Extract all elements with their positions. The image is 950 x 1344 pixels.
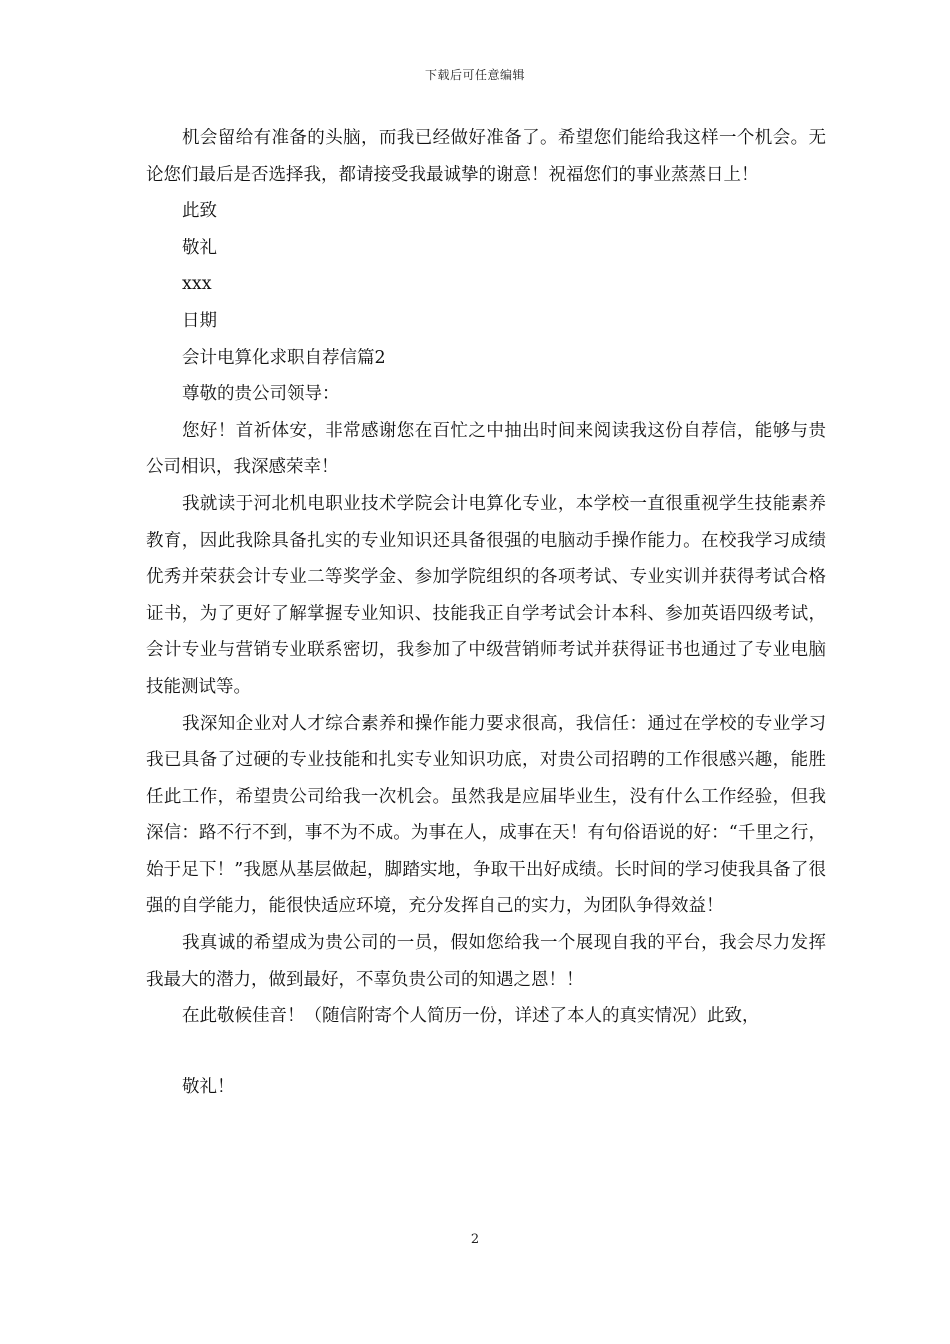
document-body (146, 120, 826, 1105)
signature: xxx (182, 274, 212, 295)
page-header: 下载后可任意编辑 (424, 68, 525, 82)
section-title: 会计电算化求职自荐信篇2 (182, 347, 386, 368)
page-number: 2 (470, 1232, 480, 1247)
paragraph-hope: 我真诚的希望成为贵公司的一员，假如您给我一个展现自我的平台，我会尽力发挥我最大的潜力，做到最好，不辜负贵公司的知遇之恩！！ (146, 933, 826, 990)
date-label: 日期 (182, 310, 217, 331)
closing-cizhi: 此致 (182, 201, 217, 222)
paragraph-motivation: 我深知企业对人才综合素养和操作能力要求很高，我信任：通过在学校的专业学习我已具备了过硬的专业技能和扎实专业知识功底，对贵公司招聘的工作很感兴趣，能胜任此工作，希望贵公司给我一次机会。虽然我是应届毕业生，没有什么工作经验，但我深信：路不行不到，事不为不成。为事在人，成事在天！有句俗语说的好：“千里之行，始于足下！”我愿从基层做起，脚踏实地，争取干出好成绩。长时间的学习使我具备了很强的自学能力，能很快适应环境，充分发挥自己的实力，为团队争得效益！ (146, 713, 826, 917)
spacer (146, 1035, 826, 1069)
paragraph-education: 我就读于河北机电职业技术学院会计电算化专业，本学校一直很重视学生技能素养教育，因此我除具备扎实的专业知识还具备很强的电脑动手操作能力。在校我学习成绩优秀并荣获会计专业二等奖学金、参加学院组织的各项考试、专业实训并获得考试合格证书，为了更好了解掌握专业知识、技能我正自学考试会计本科、参加英语四级考试，会计专业与营销专业联系密切，我参加了中级营销师考试并获得证书也通过了专业电脑技能测试等。 (146, 493, 826, 697)
closing-jingli: 敬礼 (182, 237, 217, 258)
closing-jingli-final: 敬礼！ (182, 1076, 235, 1097)
salutation: 尊敬的贵公司领导： (182, 384, 340, 405)
paragraph-closing-wishes: 机会留给有准备的头脑，而我已经做好准备了。希望您们能给我这样一个机会。无论您们最后是否选择我，都请接受我最诚挚的谢意！祝福您们的事业蒸蒸日上！ (146, 128, 826, 185)
paragraph-await-reply: 在此敬候佳音！（随信附寄个人简历一份，详述了本人的真实情况）此致， (182, 1006, 760, 1027)
paragraph-greeting: 您好！首祈体安，非常感谢您在百忙之中抽出时间来阅读我这份自荐信，能够与贵公司相识，我深感荣幸！ (146, 420, 826, 478)
